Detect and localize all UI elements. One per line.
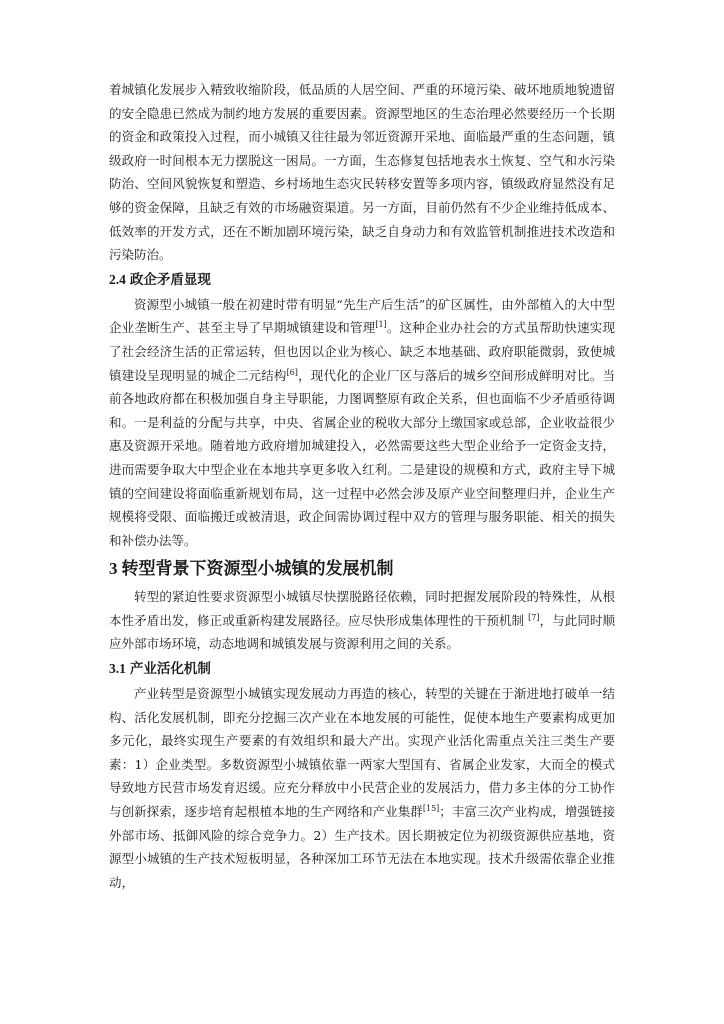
section-title: 政企矛盾显现 [129,271,211,288]
paragraph-government-enterprise: 资源型小城镇一般在初建时带有明显“先生产后生活”的矿区属性，由外部植入的大中型企业垄断生产、甚至主导了早期城镇建设和管理[1]。这种企业办社会的方式虽帮助快速实现了社会经济生活的正常运转，但也因以企业为核心、缺乏本地基础、政府职能微弱，致使城镇建设呈现明显的城企二元结构[6]，现代化的企业厂区与落后的城乡空间形成鲜明对比。当前各地政府都在积极加强自身主导职能，力图调整原有政企关系，但也面临不少矛盾亟待调和。一是利益的分配与共享，中央、省属企业的税收大部分上缴国家或总部，企业收益很少惠及资源开采地。随着地方政府增加城建投入，必然需要这些大型企业给予一定资金支持，进而需要争取大中型企业在本地共享更多收入红利。二是建设的规模和方式，政府主导下城镇的空间建设将面临重新规划布局，这一过程中必然会涉及原产业空间整理归并，企业生产规模将受限、面临搬迁或被清退，政企间需协调过程中双方的管理与服务职能、相关的损失和补偿办法等。 [109,296,615,548]
citation-ref: [6] [286,367,298,377]
page-body [109,78,615,894]
section-heading-2-4 [109,267,615,293]
section-number: 3.1 [109,661,126,677]
section-title: 产业活化机制 [129,661,211,678]
paragraph-transition-mechanism: 转型的紧迫性要求资源型小城镇尽快摆脱路径依赖，同时把握发展阶段的特殊性，从根本性矛盾出发，修正或重新构建发展路径。应尽快形成集体理性的干预机制 [7]，与此同时顺应外部市场环境，动态地调和城镇发展与资源利用之间的关系。 [109,589,615,652]
section-title: 转型背景下资源型小城镇的发展机制 [121,559,394,580]
paragraph-industry-activation: 产业转型是资源型小城镇实现发展动力再造的核心，转型的关键在于渐进地打破单一结构、活化发展机制，即充分挖掘三次产业在本地发展的可能性，促使本地生产要素构成更加多元化，最终实现生产要素的有效组织和最大产出。实现产业活化需重点关注三类生产要素：1）企业类型。多数资源型小城镇依靠一两家大型国有、省属企业发家，大而全的模式导致地方民营市场发育迟缓。应充分释放中小民营企业的发展活力，借力多主体的分工协作与创新探索，逐步培育起根植本地的生产网络和产业集群[15]；丰富三次产业构成，增强链接外部市场、抵御风险的综合竞争力。2）生产技术。因长期被定位为初级资源供应基地，资源型小城镇的生产技术短板明显，各种深加工环节无法在本地实现。技术升级需依靠企业推动， [109,686,615,890]
citation-ref: [15] [422,804,440,814]
section-heading-3 [109,554,615,584]
citation-ref: [1] [375,320,387,330]
section-heading-3-1 [109,656,615,682]
section-number: 2.4 [109,271,126,287]
citation-ref: [7] [528,612,540,622]
section-number: 3 [109,559,118,579]
paragraph-ecology: 着城镇化发展步入精致收缩阶段，低品质的人居空间、严重的环境污染、破坏地质地貌遗留的安全隐患已然成为制约地方发展的重要因素。资源型地区的生态治理必然要经历一个长期的资金和政策投入过程，而小城镇又往往最为邻近资源开采地、面临最严重的生态问题，镇级政府一时间根本无力摆脱这一困局。一方面，生态修复包括地表水土恢复、空气和水污染防治、空间风貌恢复和塑造、乡村场地生态灾民转移安置等多项内容，镇级政府显然没有足够的资金保障，且缺乏有效的市场融资渠道。另一方面，目前仍然有不少企业维持低成本、低效率的开发方式，还在不断加剧环境污染，缺乏自身动力和有效监管机制推进技术改造和污染防治。 [109,82,615,263]
